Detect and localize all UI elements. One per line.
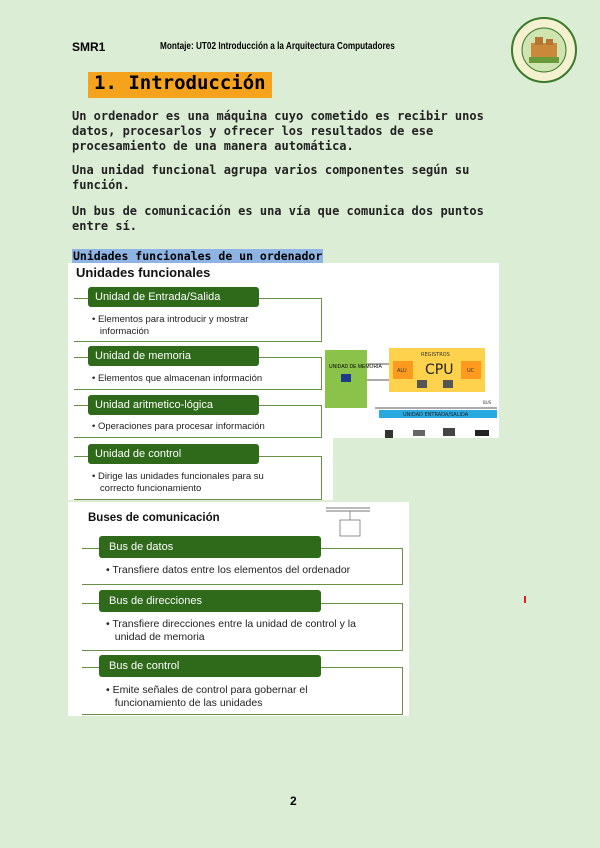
io-label: UNIDAD ENTRADA/SALIDA — [403, 412, 469, 418]
uc-label: UC — [467, 368, 475, 374]
unit-text-io: • Elementos para introducir y mostrar información — [92, 314, 249, 337]
bus-text-control: • Emite señales de control para gobernar el funcionamiento de las unidades — [106, 684, 308, 709]
units-panel-title: Unidades funcionales — [76, 265, 211, 280]
bus-label-address: Bus de direcciones — [99, 590, 321, 612]
bus-label: BUS — [483, 400, 492, 405]
alu-label: ALU — [397, 368, 407, 374]
printer-icon — [413, 430, 425, 436]
bus-label-data: Bus de datos — [99, 536, 321, 558]
cpu-label: CPU — [425, 362, 454, 378]
registers-label: REGISTROS — [421, 352, 450, 358]
bus-label-control: Bus de control — [99, 655, 321, 677]
unit-label-memory: Unidad de memoria — [88, 346, 259, 366]
bus-panel-title: Buses de comunicación — [88, 512, 220, 524]
unit-label-control: Unidad de control — [88, 444, 259, 464]
unit-text-memory: • Elementos que almacenan información — [92, 373, 263, 384]
header-course: SMR1 — [72, 40, 106, 54]
red-mark — [524, 596, 526, 603]
page-number: 2 — [290, 794, 297, 808]
unit-label-io: Unidad de Entrada/Salida — [88, 287, 259, 307]
paragraph-ordenador: Un ordenador es una máquina cuyo cometido es recibir unos datos, procesarlos y ofrecer los resultados de ese procesamiento de una manera automática. — [72, 109, 484, 153]
memory-label: UNIDAD DE MEMORIA — [329, 364, 382, 370]
unit-text-alu: • Operaciones para procesar información — [92, 421, 265, 432]
bus-mini-diagram — [326, 502, 370, 542]
cpu-chip-icon — [443, 380, 453, 388]
device-icon — [475, 430, 489, 436]
paragraph-bus: Un bus de comunicación es una vía que comunica dos puntos entre sí. — [72, 204, 484, 233]
unit-label-alu: Unidad aritmetico-lógica — [88, 395, 259, 415]
cpu-chip-icon — [417, 380, 427, 388]
bus-text-address: • Transfiere direcciones entre la unidad de control y la unidad de memoria — [106, 618, 356, 643]
subheading: Unidades funcionales de un ordenador — [73, 249, 323, 263]
school-logo — [511, 17, 577, 83]
section-title: 1. Introducción — [88, 72, 272, 98]
bus-text-data: • Transfiere datos entre los elementos del ordenador — [106, 564, 351, 576]
paragraph-unidad-funcional: Una unidad funcional agrupa varios componentes según su función. — [72, 163, 470, 192]
monitor-icon — [443, 428, 455, 436]
architecture-diagram — [325, 344, 497, 442]
header-title: Montaje: UT02 Introducción a la Arquitectura Computadores — [160, 41, 395, 52]
device-icon — [385, 430, 393, 438]
unit-text-control: • Dirige las unidades funcionales para su correcto funcionamiento — [92, 471, 264, 494]
